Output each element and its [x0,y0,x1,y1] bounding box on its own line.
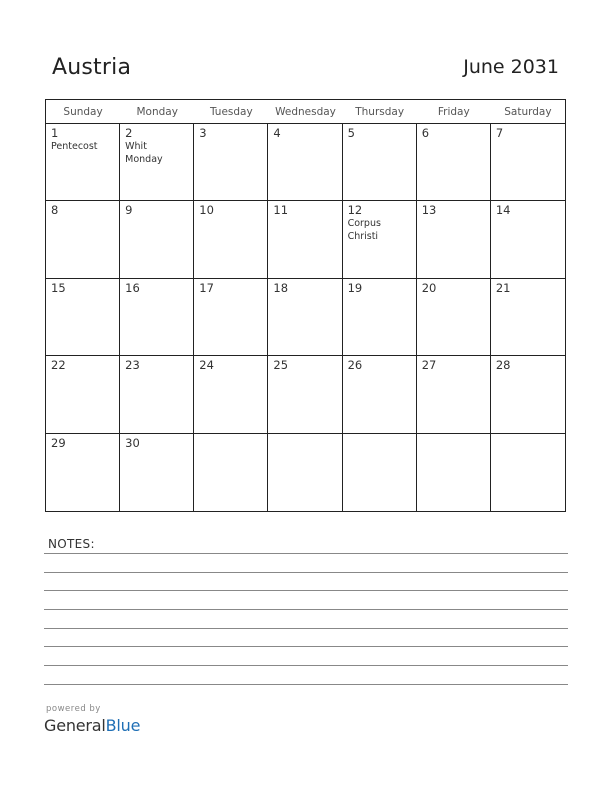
day-number: 24 [199,358,214,373]
day-number: 3 [199,126,207,140]
calendar-day-cell [120,434,194,511]
calendar-week-row [46,434,565,511]
calendar-day-cell [491,279,565,355]
note-line [44,665,568,666]
note-line [44,646,568,647]
note-line [44,572,568,573]
note-line [44,684,568,685]
calendar-day-cell [343,279,417,355]
calendar-day-cell [268,124,342,200]
brand-name-general: General [44,716,106,735]
calendar-empty-cell [343,434,417,511]
day-number: 28 [495,358,511,373]
calendar-country-title: Austria [52,55,132,80]
day-number: 14 [495,203,511,218]
day-number: 20 [421,280,437,295]
day-of-week-header [46,100,565,124]
calendar-day-cell [343,201,417,277]
day-number: 13 [421,203,437,218]
day-number: 18 [273,280,289,295]
calendar-day-cell [417,201,491,277]
calendar-day-cell [343,124,417,200]
day-number: 2 [125,126,133,140]
calendar-empty-cell [491,434,565,511]
day-number: 6 [421,126,430,140]
calendar-weeks [46,124,565,511]
dow-sunday: Sunday [63,106,103,118]
calendar-day-cell [491,356,565,432]
calendar-week-row [46,201,565,278]
calendar-day-cell [268,201,342,277]
day-number: 19 [347,280,363,295]
day-number: 25 [273,358,289,373]
day-number: 11 [273,203,289,218]
calendar-day-cell [194,279,268,355]
dow-thursday: Thursday [355,106,405,118]
calendar-week-row [46,279,565,356]
calendar-day-cell [491,124,565,200]
calendar-week-row [46,124,565,201]
calendar-day-cell [194,201,268,277]
calendar-day-cell [46,124,120,200]
calendar-day-cell [120,356,194,432]
day-number: 21 [495,280,511,295]
calendar-day-cell [120,279,194,355]
dow-monday: Monday [136,106,178,118]
calendar-day-cell [46,434,120,511]
calendar-day-cell [120,124,194,200]
day-number: 7 [495,126,504,140]
day-number: 15 [51,280,66,295]
brand-name-blue: Blue [105,716,141,735]
calendar-day-cell [46,356,120,432]
calendar-day-cell [268,279,342,355]
note-line [44,609,568,610]
calendar-day-cell [268,356,342,432]
powered-by-label: powered by [46,704,101,714]
dow-saturday: Saturday [504,106,552,118]
notes-label: NOTES: [48,537,95,551]
calendar-day-cell [417,124,491,200]
calendar-day-cell [491,201,565,277]
dow-tuesday: Tuesday [209,106,253,118]
dow-wednesday: Wednesday [275,106,336,118]
calendar-empty-cell [194,434,268,511]
day-number: 10 [199,203,214,218]
brand-logo [44,716,140,735]
calendar-day-cell [194,124,268,200]
dow-friday: Friday [437,106,470,118]
day-number: 12 [347,203,363,218]
holiday-label: Whit [125,141,147,152]
calendar-day-cell [46,201,120,277]
day-number: 1 [51,126,59,140]
note-line [44,553,568,554]
day-number: 5 [347,126,355,140]
calendar-day-cell [46,279,120,355]
calendar-grid [45,99,566,512]
holiday-label: Corpus [347,218,381,230]
day-number: 30 [125,435,140,450]
day-number: 9 [125,203,133,218]
calendar-day-cell [194,356,268,432]
holiday-label: Pentecost [51,141,98,152]
note-line [44,628,568,629]
calendar-day-cell [417,356,491,432]
day-number: 17 [199,280,214,295]
calendar-empty-cell [417,434,491,511]
calendar-empty-cell [268,434,342,511]
calendar-day-cell [120,201,194,277]
day-number: 8 [51,203,59,218]
calendar-day-cell [343,356,417,432]
note-line [44,590,568,591]
day-number: 23 [125,358,140,373]
calendar-week-row [46,356,565,433]
day-number: 22 [51,358,66,373]
day-number: 4 [273,126,281,140]
day-number: 29 [51,435,66,450]
day-number: 26 [347,358,363,373]
day-number: 16 [125,280,140,295]
calendar-day-cell [417,279,491,355]
day-number: 27 [421,358,437,373]
calendar-month-title: June 2031 [463,56,559,78]
holiday-label: Christi [347,230,379,242]
holiday-label: Monday [125,153,163,165]
